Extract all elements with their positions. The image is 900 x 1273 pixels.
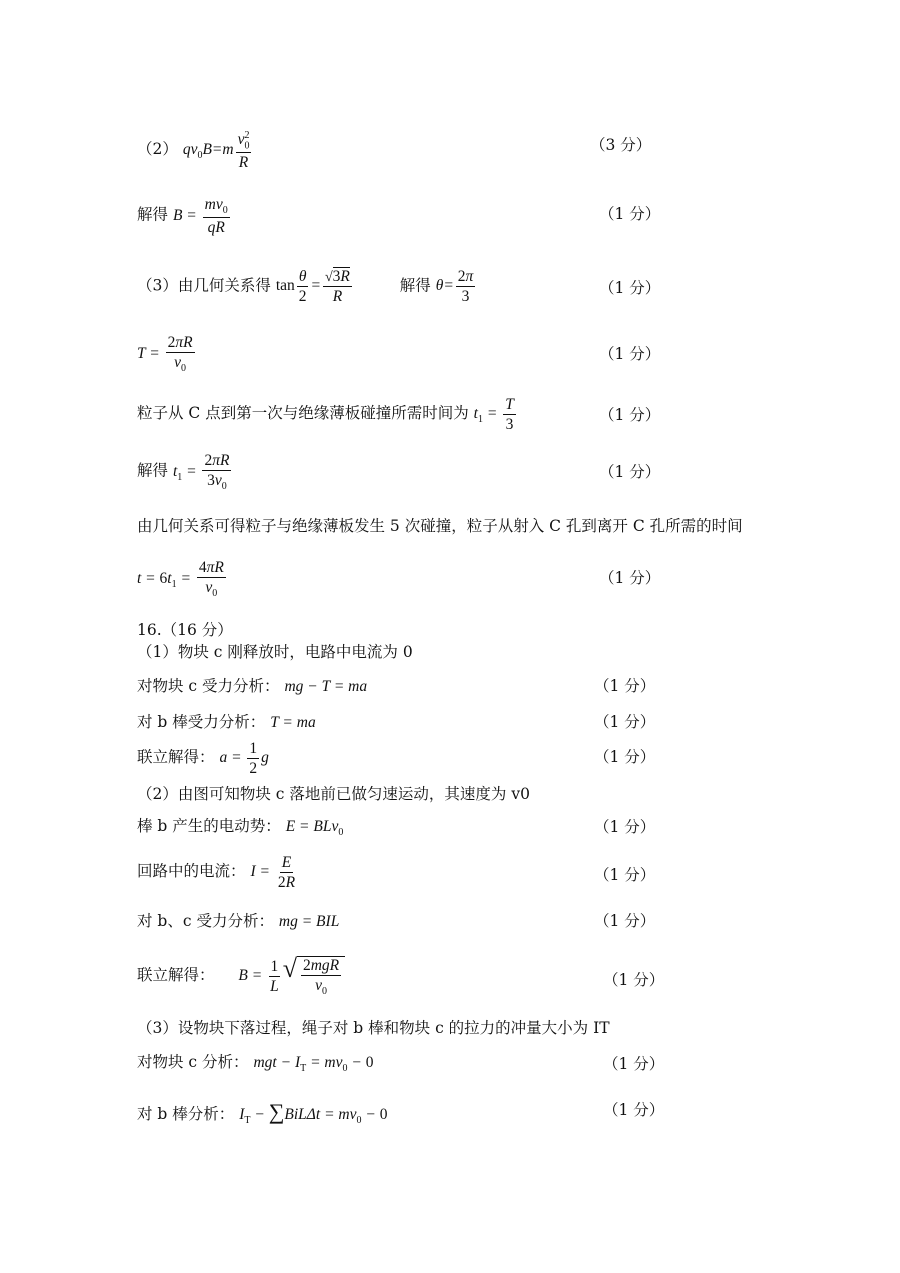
equation-t-total: $t = 6t_1$ = $\frac{4\pi R}{v_0}$ xyxy=(137,559,224,600)
equation-B: B = $\frac{mv_0}{qR}$ xyxy=(172,196,228,237)
line-15-prefix: 棒 b 产生的电动势： xyxy=(137,817,281,835)
line-13-prefix: 联立解得： xyxy=(137,748,215,767)
score-18: （1 分） xyxy=(603,971,665,989)
score-21: （1 分） xyxy=(603,1101,665,1119)
line-5 xyxy=(137,396,518,433)
line-18 xyxy=(137,956,345,997)
line-3-mid: 解得 xyxy=(399,276,431,295)
score-15: （1 分） xyxy=(594,818,656,836)
equation-a: a = $\frac{1}{2}$ g xyxy=(219,740,269,778)
line-15 xyxy=(137,819,343,838)
score-20: （1 分） xyxy=(603,1055,665,1073)
equation-mg-BIL: mg = BIL xyxy=(278,913,340,930)
equation-qvB: $qv_0B=m$ $\frac{v_0^2}{R}$ xyxy=(182,130,250,172)
line-1 xyxy=(137,130,253,171)
line-6-prefix: 解得 xyxy=(137,461,169,480)
equation-t1-T3: $t_1$ = $\frac{T}{3}$ xyxy=(473,396,514,434)
score-3: （1 分） xyxy=(599,279,661,297)
line-13 xyxy=(137,740,269,777)
equation-T: T = $\frac{2\pi R}{v_0}$ xyxy=(137,334,193,375)
line-3 xyxy=(137,268,477,305)
line-10: （1）物块 c 刚释放时，电路中电流为 0 xyxy=(137,643,413,661)
line-3-prefix: （3）由几何关系得 xyxy=(137,276,271,295)
line-17-prefix: 对 b、c 受力分析： xyxy=(137,912,274,930)
equation-tan: tan $\frac{\theta}{2}$ = $\frac{√3R}{R}$ xyxy=(275,268,350,306)
line-16-prefix: 回路中的电流： xyxy=(137,862,246,881)
line-20 xyxy=(137,1055,373,1074)
line-20-prefix: 对物块 c 分析： xyxy=(137,1053,249,1071)
line-4 xyxy=(137,334,197,374)
score-2: （1 分） xyxy=(599,205,661,223)
equation-E: E = BLv$_0$ xyxy=(285,818,344,839)
line-14: （2）由图可知物块 c 落地前已做匀速运动，其速度为 v0 xyxy=(137,785,530,803)
score-1: （3 分） xyxy=(590,136,652,154)
line-21 xyxy=(137,1101,387,1126)
line-11 xyxy=(137,679,367,695)
score-5: （1 分） xyxy=(599,406,661,424)
line-12 xyxy=(137,715,316,731)
score-4: （1 分） xyxy=(599,345,661,363)
equation-mg-T: mg − T = ma xyxy=(284,678,368,695)
line-1-prefix: （2） xyxy=(137,140,178,159)
line-7: 由几何关系可得粒子与绝缘薄板发生 5 次碰撞，粒子从射入 C 孔到离开 C 孔所需的时间 xyxy=(137,517,743,535)
score-12: （1 分） xyxy=(594,713,656,731)
line-6 xyxy=(137,452,233,492)
equation-B-sqrt: B = $\frac{1}{L}$ √ $\frac{\text{2mgR}}{v_0}$ xyxy=(238,967,345,984)
line-2-prefix: 解得 xyxy=(137,205,169,224)
score-17: （1 分） xyxy=(594,912,656,930)
equation-T-ma: T = ma xyxy=(270,714,316,731)
line-5-prefix: 粒子从 C 点到第一次与绝缘薄板碰撞所需时间为 xyxy=(137,404,469,423)
line-2 xyxy=(137,196,232,236)
score-13: （1 分） xyxy=(594,748,656,766)
score-11: （1 分） xyxy=(594,677,656,695)
line-19: （3）设物块下落过程，绳子对 b 棒和物块 c 的拉力的冲量大小为 IT xyxy=(137,1019,610,1037)
line-12-prefix: 对 b 棒受力分析： xyxy=(137,713,266,731)
score-8: （1 分） xyxy=(599,569,661,587)
line-17 xyxy=(137,914,339,930)
line-8 xyxy=(137,559,228,599)
line-21-prefix: 对 b 棒分析： xyxy=(137,1105,235,1123)
equation-I: I = $\frac{E}{2R}$ xyxy=(250,854,296,892)
equation-t1: $t_1$ = $\frac{2\pi R}{3v_0}$ xyxy=(172,452,230,493)
line-9-question-number: 16.（16 分） xyxy=(137,621,233,639)
score-6: （1 分） xyxy=(599,463,661,481)
line-18-prefix: 联立解得： xyxy=(137,966,215,985)
score-16: （1 分） xyxy=(594,866,656,884)
equation-theta: θ= $\frac{2\pi}{3}$ xyxy=(435,268,474,306)
line-11-prefix: 对物块 c 受力分析： xyxy=(137,677,280,695)
line-16 xyxy=(137,854,299,891)
equation-impulse-c: mgt − $I_T = mv_0 - 0$ xyxy=(253,1054,374,1075)
equation-impulse-b: $I_T - \sum BiL\Delta t = mv_0 - 0$ xyxy=(239,1099,388,1127)
